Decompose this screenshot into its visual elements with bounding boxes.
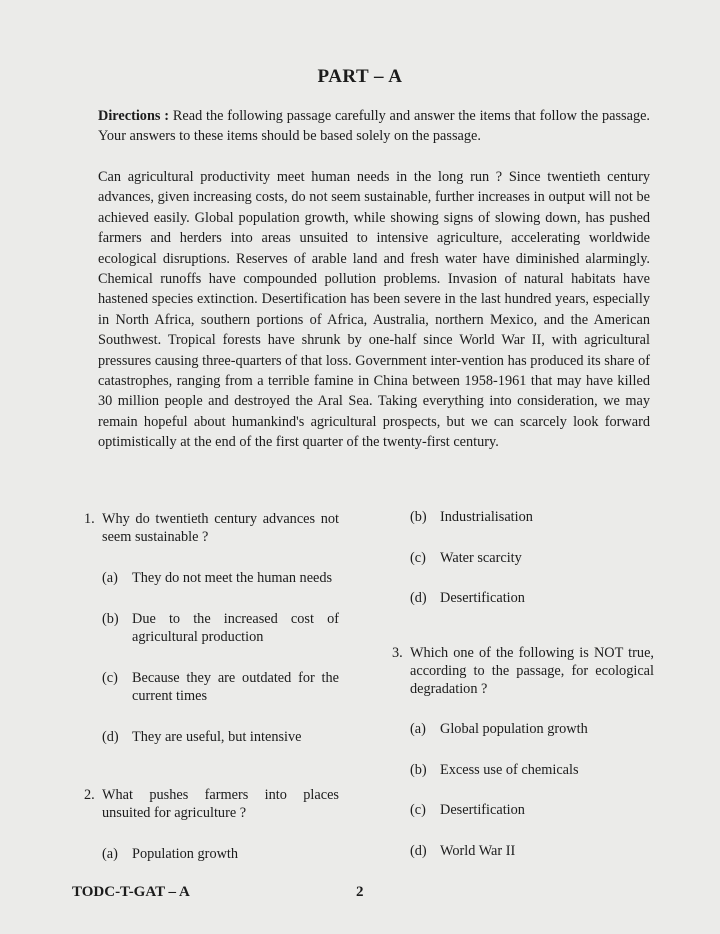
option-text: Excess use of chemicals bbox=[440, 762, 579, 778]
option-text: Population growth bbox=[132, 846, 239, 862]
option-label: (a) bbox=[102, 570, 118, 586]
option-text: World War II bbox=[440, 843, 516, 859]
option-text: Global population growth bbox=[440, 721, 588, 737]
option-text: Desertification bbox=[440, 590, 525, 606]
reading-passage: Can agricultural productivity meet human needs in the long run ? Since twentieth century advances, given increasing costs, do not seem sustainable, further increases in output will not be achieved easily. Global population growth, while showing signs of slowing down, has pushed farmers and herders into areas unsuited to intensive agriculture, accelerating worldwide ecological disruptions. Reserves of arable land and fresh water have diminished alarmingly. Chemical runoffs have compounded pollution problems. Invasion of natural habitats have hastened species extinction. Desertification has been severe in the last hundred years, especially in North Africa, southern portions of Africa, Australia, northern Mexico, and the American Southwest. Tropical forests have shrunk by one-half since World War II, with agricultural pressures causing three-quarters of that loss. Government inter-vention has produced its share of catastrophes, ranging from a terrible famine in China between 1958-1961 that may have killed 30 million people and destroyed the Aral Sea. Taking everything into consideration, we may remain hopeful about humankind's agricultural prospects, but we can scarcely look forward optimistically at the end of the first quarter of the twenty-first century. bbox=[98, 169, 650, 451]
option-text: They are useful, but intensive bbox=[132, 729, 302, 745]
directions-label: Directions : bbox=[98, 108, 170, 124]
question-number: 1. bbox=[84, 511, 95, 527]
option-text: Desertification bbox=[440, 802, 525, 818]
question-text: Which one of the following is NOT true, according to the passage, for ecological degradation ? bbox=[410, 645, 654, 697]
option-label: (d) bbox=[102, 729, 119, 745]
question-3-option-d bbox=[410, 842, 654, 860]
page-number: 2 bbox=[356, 884, 364, 900]
question-1-option-b bbox=[102, 610, 339, 646]
option-label: (b) bbox=[410, 762, 427, 778]
option-text: They do not meet the human needs bbox=[132, 570, 333, 586]
directions-text: Read the following passage carefully and answer the items that follow the passage. Your answers to these items should be based solely on the passage. bbox=[98, 108, 651, 144]
question-1-option-c bbox=[102, 669, 339, 705]
question-text: Why do twentieth century advances not seem sustainable ? bbox=[102, 511, 339, 545]
question-2-option-d bbox=[410, 589, 654, 607]
option-label: (b) bbox=[102, 611, 119, 627]
option-text: Water scarcity bbox=[440, 550, 522, 566]
option-label: (c) bbox=[410, 550, 426, 566]
option-label: (b) bbox=[410, 509, 427, 525]
option-label: (d) bbox=[410, 843, 427, 859]
section-heading: PART – A bbox=[317, 66, 403, 87]
option-text: Industrialisation bbox=[440, 509, 533, 525]
question-1-option-a bbox=[102, 569, 339, 587]
option-text: Due to the increased cost of agricultural production bbox=[132, 611, 339, 645]
question-1-option-d bbox=[102, 728, 339, 746]
question-number: 3. bbox=[392, 645, 403, 661]
directions bbox=[98, 106, 650, 146]
question-2-option-a bbox=[102, 845, 339, 863]
question-3-option-b bbox=[410, 761, 654, 779]
question-2-option-b bbox=[410, 508, 654, 526]
option-label: (c) bbox=[410, 802, 426, 818]
paper-code: TODC-T-GAT – A bbox=[72, 884, 190, 900]
question-1 bbox=[84, 510, 339, 546]
question-2 bbox=[84, 786, 339, 822]
question-3-option-a bbox=[410, 720, 654, 738]
option-label: (c) bbox=[102, 670, 118, 686]
option-label: (a) bbox=[102, 846, 118, 862]
question-3-option-c bbox=[410, 801, 654, 819]
question-number: 2. bbox=[84, 787, 95, 803]
option-text: Because they are outdated for the current times bbox=[132, 670, 339, 704]
option-label: (d) bbox=[410, 590, 427, 606]
question-2-option-c bbox=[410, 549, 654, 567]
option-label: (a) bbox=[410, 721, 426, 737]
question-text: What pushes farmers into places unsuited for agriculture ? bbox=[102, 787, 339, 821]
question-3 bbox=[392, 644, 654, 698]
